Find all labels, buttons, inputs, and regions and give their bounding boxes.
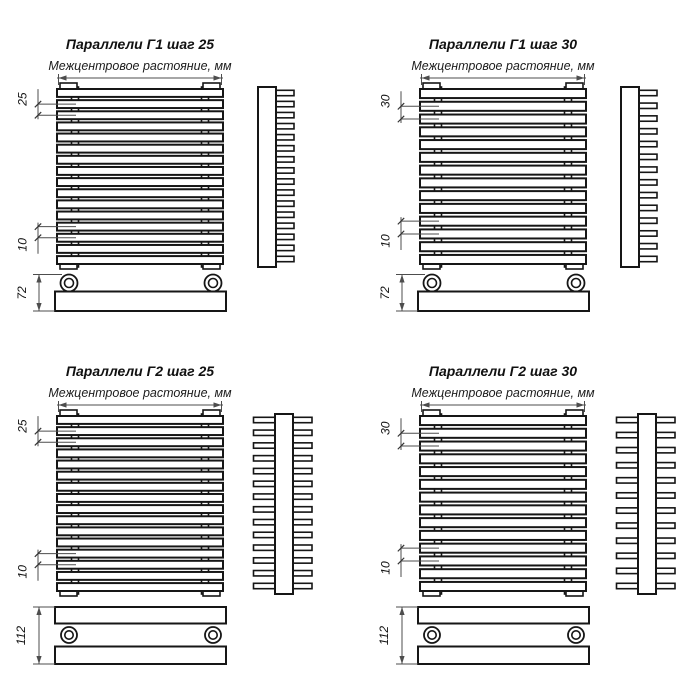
radiator-bar	[420, 442, 586, 451]
radiator-bar	[57, 461, 223, 469]
variant-cell-g1-30	[363, 0, 700, 345]
radiator-bar	[57, 438, 223, 446]
side-view	[617, 414, 676, 594]
radiator-bar	[57, 416, 223, 424]
radiator-drawing	[0, 0, 350, 345]
collector-port-inner	[572, 279, 581, 288]
radiator-bar	[420, 518, 586, 527]
radiator-bar	[57, 516, 223, 524]
variant-cell-g1-25	[0, 0, 350, 345]
bottom-view	[55, 607, 226, 664]
radiator-bar	[57, 256, 223, 264]
bottom-rail	[418, 647, 589, 665]
dim-gap-label: 10	[378, 234, 393, 248]
radiator-bar	[57, 561, 223, 569]
dim-step-label: 25	[15, 419, 30, 433]
bottom-rail	[418, 607, 589, 624]
radiator-bar	[420, 556, 586, 565]
radiator-bar	[420, 467, 586, 476]
collector-port-inner	[209, 279, 218, 288]
dim-depth-label: 112	[377, 625, 391, 646]
collector-port-inner	[209, 631, 217, 639]
dim-depth	[377, 607, 418, 664]
radiator-bar	[57, 449, 223, 457]
radiator-bar	[420, 416, 586, 425]
center-distance-dimension-line	[420, 401, 586, 412]
side-collector	[258, 87, 276, 267]
radiator-bar	[57, 212, 223, 220]
radiator-bar	[57, 427, 223, 435]
radiator-bar	[57, 223, 223, 231]
radiator-bar	[57, 583, 223, 591]
radiator-drawing	[363, 327, 700, 672]
center-distance-label: Межцентровое растояние, мм	[411, 386, 595, 400]
bottom-rail	[55, 292, 226, 312]
variant-title: Параллели Г1 шаг 25	[65, 36, 215, 52]
radiator-bar	[57, 178, 223, 186]
radiator-bar	[57, 156, 223, 164]
radiator-bar	[57, 550, 223, 558]
radiator-bar	[57, 167, 223, 175]
radiator-bar	[420, 255, 586, 264]
radiator-bar	[420, 166, 586, 175]
radiator-bar	[420, 569, 586, 578]
dim-depth-label: 72	[15, 286, 29, 300]
radiator-bar	[420, 242, 586, 251]
radiator-bar	[420, 140, 586, 149]
radiator-bar	[57, 111, 223, 119]
collector-port-inner	[65, 631, 73, 639]
center-distance-label: Межцентровое растояние, мм	[48, 59, 232, 73]
variant-cell-g2-25	[0, 327, 350, 672]
front-view	[420, 83, 586, 269]
radiator-bar	[57, 505, 223, 513]
dim-step-label: 30	[378, 421, 393, 435]
radiator-bar	[57, 245, 223, 253]
bottom-rail	[55, 647, 226, 665]
radiator-bar	[57, 494, 223, 502]
radiator-bar	[420, 454, 586, 463]
variant-cell-g2-30	[363, 327, 700, 672]
dim-depth-label: 72	[378, 286, 392, 300]
radiator-bar	[57, 483, 223, 491]
side-collector	[638, 414, 656, 594]
variant-title: Параллели Г1 шаг 30	[428, 36, 578, 52]
radiator-bar	[57, 527, 223, 535]
collector-port-inner	[65, 279, 74, 288]
dim-step-label: 25	[15, 92, 30, 106]
dim-step-label: 30	[378, 94, 393, 108]
radiator-bar	[420, 505, 586, 514]
dim-gap-label: 10	[15, 565, 30, 579]
center-distance-label: Межцентровое растояние, мм	[411, 59, 595, 73]
radiator-bar	[57, 472, 223, 480]
radiator-bar	[420, 178, 586, 187]
side-collector	[621, 87, 639, 267]
bottom-rail	[418, 292, 589, 312]
radiator-bar	[420, 102, 586, 111]
radiator-drawing	[0, 327, 350, 672]
radiator-bar	[420, 582, 586, 591]
radiator-bar	[57, 572, 223, 580]
radiator-bar	[57, 89, 223, 97]
collector-port-inner	[428, 631, 436, 639]
front-view	[57, 410, 223, 596]
center-distance-dimension-line	[420, 74, 586, 85]
center-distance-dimension-line	[57, 401, 223, 412]
radiator-bar	[420, 153, 586, 162]
front-view	[57, 83, 223, 269]
radiator-bar	[420, 191, 586, 200]
radiator-drawing	[363, 0, 700, 345]
radiator-bar	[57, 234, 223, 242]
radiator-bar	[420, 89, 586, 98]
radiator-bar	[420, 204, 586, 213]
dim-depth-label: 112	[14, 625, 28, 646]
center-distance-dimension-line	[57, 74, 223, 85]
bottom-rail	[55, 607, 226, 624]
front-view	[420, 410, 586, 596]
radiator-bar	[420, 493, 586, 502]
bottom-view	[55, 275, 226, 312]
side-collector	[275, 414, 293, 594]
radiator-bar	[57, 100, 223, 108]
radiator-bar	[57, 189, 223, 197]
radiator-bar	[57, 539, 223, 547]
variant-title: Параллели Г2 шаг 30	[428, 363, 578, 379]
radiator-bar	[420, 229, 586, 238]
collector-port-inner	[428, 279, 437, 288]
collector-port-inner	[572, 631, 580, 639]
radiator-bar	[57, 145, 223, 153]
dim-gap-label: 10	[15, 238, 30, 252]
radiator-bar	[57, 200, 223, 208]
dim-gap-label: 10	[378, 561, 393, 575]
radiator-bar	[420, 544, 586, 553]
side-view	[621, 87, 657, 267]
radiator-bar	[420, 127, 586, 136]
center-distance-label: Межцентровое растояние, мм	[48, 386, 232, 400]
radiator-bar	[420, 217, 586, 226]
radiator-bar	[420, 115, 586, 124]
variant-title: Параллели Г2 шаг 25	[65, 363, 215, 379]
radiator-bar	[420, 429, 586, 438]
radiator-bar	[420, 480, 586, 489]
bottom-view	[418, 607, 589, 664]
dim-depth	[14, 607, 55, 664]
radiator-bar	[57, 122, 223, 130]
radiator-bar	[420, 531, 586, 540]
side-view	[254, 414, 313, 594]
radiator-bar	[57, 134, 223, 142]
side-view	[258, 87, 294, 267]
bottom-view	[418, 275, 589, 312]
